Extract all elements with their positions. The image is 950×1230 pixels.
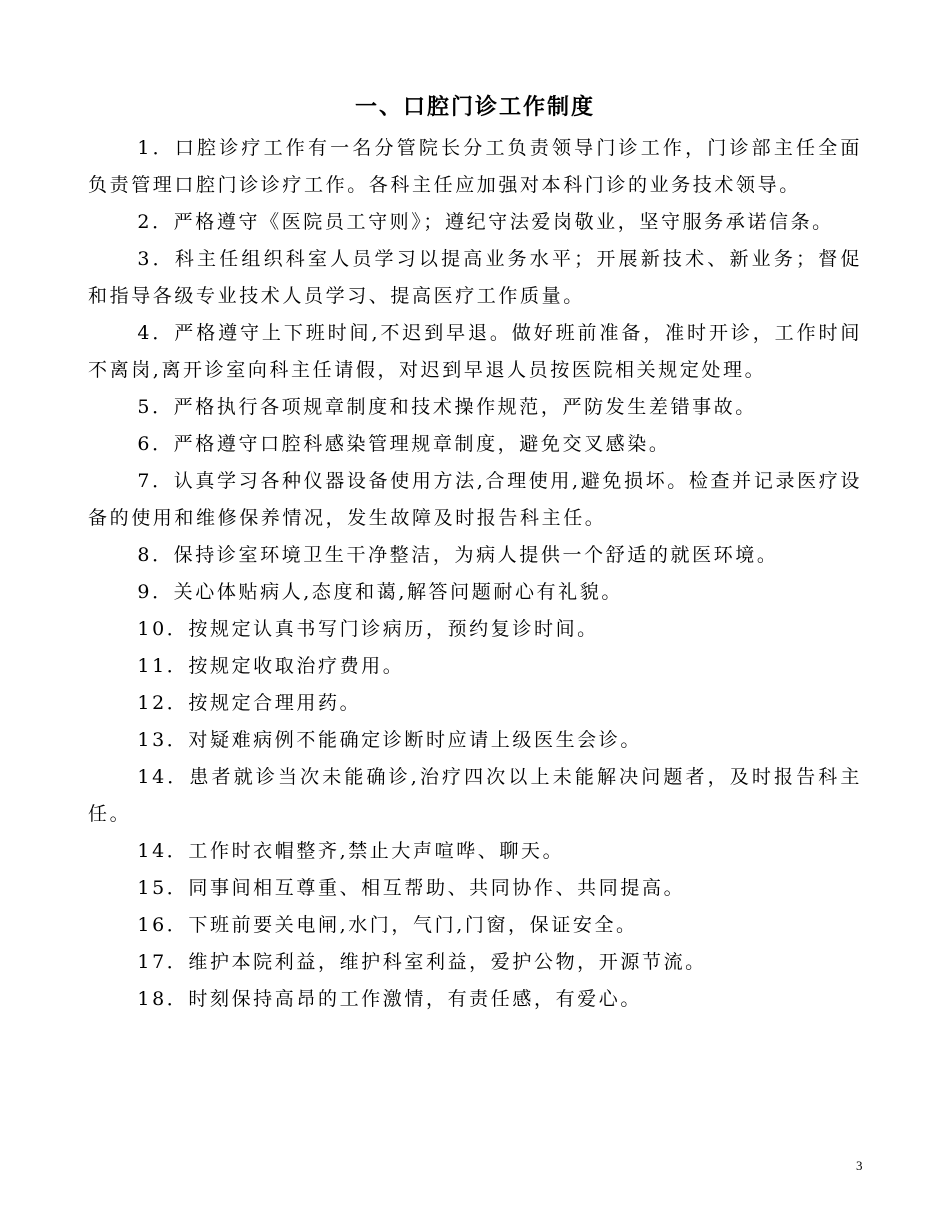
rule-paragraph-3: 3．科主任组织科室人员学习以提高业务水平；开展新技术、新业务；督促和指导各级专业技术人员学习、提高医疗工作质量。 [88,248,862,307]
rule-paragraph-15: 15．同事间相互尊重、相互帮助、共同协作、共同提高。 [137,877,686,899]
rule-paragraph-12: 12．按规定合理用药。 [137,692,362,714]
page-number: 3 [856,1158,863,1173]
rule-paragraph-14a: 14．患者就诊当次未能确诊,治疗四次以上未能解决问题者，及时报告科主任。 [88,766,862,825]
rule-paragraph-13: 13．对疑难病例不能确定诊断时应请上级医生会诊。 [137,729,642,751]
rule-paragraph-5: 5．严格执行各项规章制度和技术操作规范，严防发生差错事故。 [137,396,757,418]
rule-paragraph-1: 1．口腔诊疗工作有一名分管院长分工负责领导门诊工作，门诊部主任全面负责管理口腔门诊诊疗工作。各科主任应加强对本科门诊的业务技术领导。 [88,137,862,196]
document-body [88,130,862,1018]
rule-paragraph-18: 18．时刻保持高昂的工作激情，有责任感，有爱心。 [137,988,642,1010]
rule-paragraph-7: 7．认真学习各种仪器设备使用方法,合理使用,避免损坏。检查并记录医疗设备的使用和维修保养情况，发生故障及时报告科主任。 [88,470,862,529]
rule-paragraph-11: 11．按规定收取治疗费用。 [137,655,405,677]
rule-paragraph-14b: 14．工作时衣帽整齐,禁止大声喧哗、聊天。 [137,840,565,862]
rule-paragraph-8: 8．保持诊室环境卫生干净整洁，为病人提供一个舒适的就医环境。 [137,544,779,566]
rule-paragraph-10: 10．按规定认真书写门诊病历，预约复诊时间。 [137,618,599,640]
rule-paragraph-16: 16．下班前要关电闸,水门，气门,门窗，保证安全。 [137,914,638,936]
document-title: 一、口腔门诊工作制度 [354,95,595,120]
rule-paragraph-9: 9．关心体贴病人,态度和蔼,解答问题耐心有礼貌。 [137,581,623,603]
rule-paragraph-6: 6．严格遵守口腔科感染管理规章制度，避免交叉感染。 [137,433,671,455]
rule-paragraph-4: 4．严格遵守上下班时间,不迟到早退。做好班前准备，准时开诊，工作时间不离岗,离开诊室向科主任请假，对迟到早退人员按医院相关规定处理。 [88,322,862,381]
rule-paragraph-2: 2．严格遵守《医院员工守则》；遵纪守法爱岗敬业，坚守服务承诺信条。 [137,211,834,233]
rule-paragraph-17: 17．维护本院利益，维护科室利益，爱护公物，开源节流。 [137,951,707,973]
